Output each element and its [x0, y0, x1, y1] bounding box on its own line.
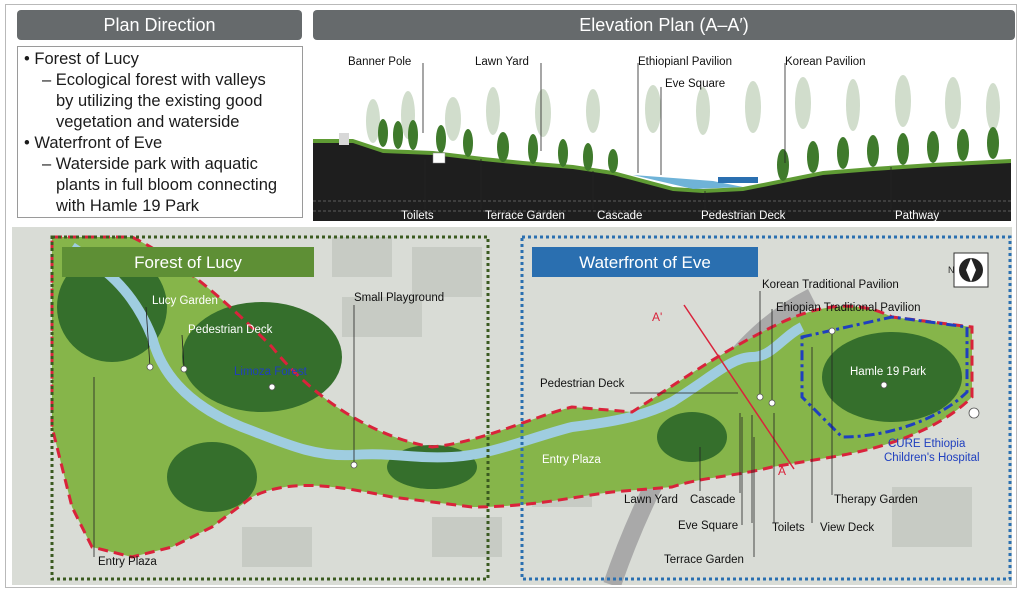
label-cascade: Cascade [690, 494, 736, 506]
label-cure-2: Children's Hospital [884, 452, 980, 464]
label-terrace-garden: Terrace Garden [664, 554, 744, 566]
plan-item-waterfront-desc-2: plants in full bloom connecting [56, 176, 278, 194]
label-hamle-park: Hamle 19 Park [850, 366, 927, 378]
label-therapy-garden: Therapy Garden [834, 494, 918, 506]
label-toilets: Toilets [772, 522, 805, 534]
plan-item-forest-desc-2: by utilizing the existing good [56, 92, 263, 110]
pedestrian-deck-section [718, 177, 758, 183]
plan-direction-header: Plan Direction [17, 10, 302, 40]
forest-zone-tag-text: Forest of Lucy [134, 253, 242, 272]
waterfront-desc-line-1: Waterside park with aquatic [55, 155, 258, 173]
label-eve-pedestrian-deck: Pedestrian Deck [540, 378, 625, 390]
label-eve-square: Eve Square [678, 520, 739, 532]
label-small-playground: Small Playground [354, 292, 445, 304]
label-korean-traditional-pavilion: Korean Traditional Pavilion [762, 279, 899, 291]
section-a-prime-label: A' [652, 310, 663, 324]
label-terrace-garden: Terrace Garden [485, 210, 565, 221]
elevation-plan-header: Elevation Plan (A–A′) [313, 10, 1015, 40]
plan-item-waterfront-desc-1: – Waterside park with aquatic [42, 155, 258, 173]
label-ethiopian-traditional-pavilion: Ehiopian Traditional Pavilion [776, 302, 921, 314]
plan-item-forest-desc-1: – Ecological forest with valleys [42, 71, 266, 89]
label-eve-entry-plaza: Entry Plaza [542, 454, 601, 466]
label-cure-1: CURE Ethiopia [888, 438, 966, 450]
label-view-deck: View Deck [820, 522, 875, 534]
plan-item-forest: • Forest of Lucy [24, 50, 139, 68]
label-pathway: Pathway [895, 210, 940, 221]
section-a-label: A [778, 464, 787, 478]
label-lawn-yard: Lawn Yard [624, 494, 678, 506]
label-limoza-forest: Limoza Forest [234, 366, 307, 378]
waterfront-zone-tag-text: Waterfront of Eve [579, 253, 711, 272]
label-toilets: Toilets [401, 210, 434, 221]
toilet-block [433, 153, 445, 163]
figure-frame [5, 4, 1017, 588]
label-lucy-garden: Lucy Garden [152, 295, 218, 307]
plan-item-waterfront: • Waterfront of Eve [24, 134, 163, 152]
north-arrow-text: N [948, 265, 955, 275]
label-eve-square: Eve Square [665, 78, 726, 90]
building-left [339, 133, 349, 145]
forest-desc-line-1: Ecological forest with valleys [55, 71, 266, 89]
label-cascade: Cascade [597, 210, 643, 221]
plan-item-forest-desc-3: vegetation and waterside [56, 113, 240, 131]
label-korean-pavilion: Korean Pavilion [785, 56, 866, 68]
plan-direction-box [17, 46, 303, 218]
label-banner-pole: Banner Pole [348, 56, 412, 68]
plan-item-forest-title: Forest of Lucy [34, 50, 139, 68]
label-forest-entry-plaza: Entry Plaza [98, 556, 157, 568]
elevation-section [313, 41, 1011, 221]
label-lawn-yard: Lawn Yard [475, 56, 529, 68]
north-arrow [948, 253, 988, 287]
label-pedestrian-deck: Pedestrian Deck [701, 210, 786, 221]
label-ethiopian-pavilion: Ethiopianl Pavilion [638, 56, 732, 68]
site-plan-map [12, 227, 1012, 585]
label-forest-pedestrian-deck: Pedestrian Deck [188, 324, 273, 336]
plan-item-waterfront-desc-3: with Hamle 19 Park [56, 197, 200, 215]
plan-item-waterfront-title: Waterfront of Eve [34, 134, 163, 152]
